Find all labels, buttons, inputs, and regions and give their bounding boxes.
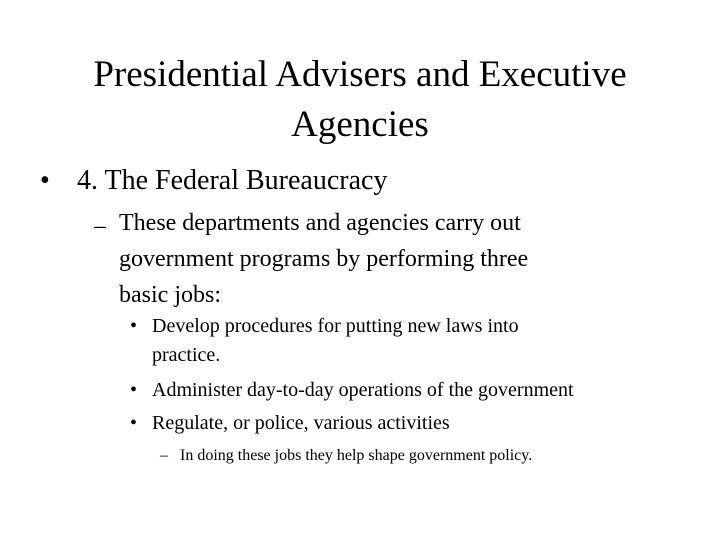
bullet-level2-line-1: These departments and agencies carry out	[119, 210, 521, 236]
bullet-level1-text: 4. The Federal Bureaucracy	[77, 165, 388, 196]
bullet-level2-line-2: government programs by performing three	[119, 246, 529, 272]
bullet-level4-text: In doing these jobs they help shape government policy.	[180, 447, 533, 464]
bullet-dot-icon: •	[130, 315, 138, 337]
title-line-1: Presidential Advisers and Executive	[93, 54, 627, 95]
bullet-level2-line-3: basic jobs:	[119, 282, 221, 308]
dash-icon: –	[94, 213, 106, 239]
bullet-dot-icon: •	[130, 412, 138, 434]
title-line-2: Agencies	[291, 104, 429, 145]
dash-icon: –	[160, 447, 168, 464]
bullet-level3-item-3-line-1: Regulate, or police, various activities	[152, 412, 450, 434]
slide-title	[40, 50, 680, 150]
bullet-dot-icon: •	[130, 379, 138, 401]
bullet-dot-icon: •	[40, 165, 50, 196]
bullet-level3-item-1-line-1: Develop procedures for putting new laws into	[152, 315, 519, 337]
bullet-level3-item-1-line-2: practice.	[152, 344, 221, 366]
bullet-level3-item-2-line-1: Administer day-to-day operations of the government	[152, 379, 574, 401]
